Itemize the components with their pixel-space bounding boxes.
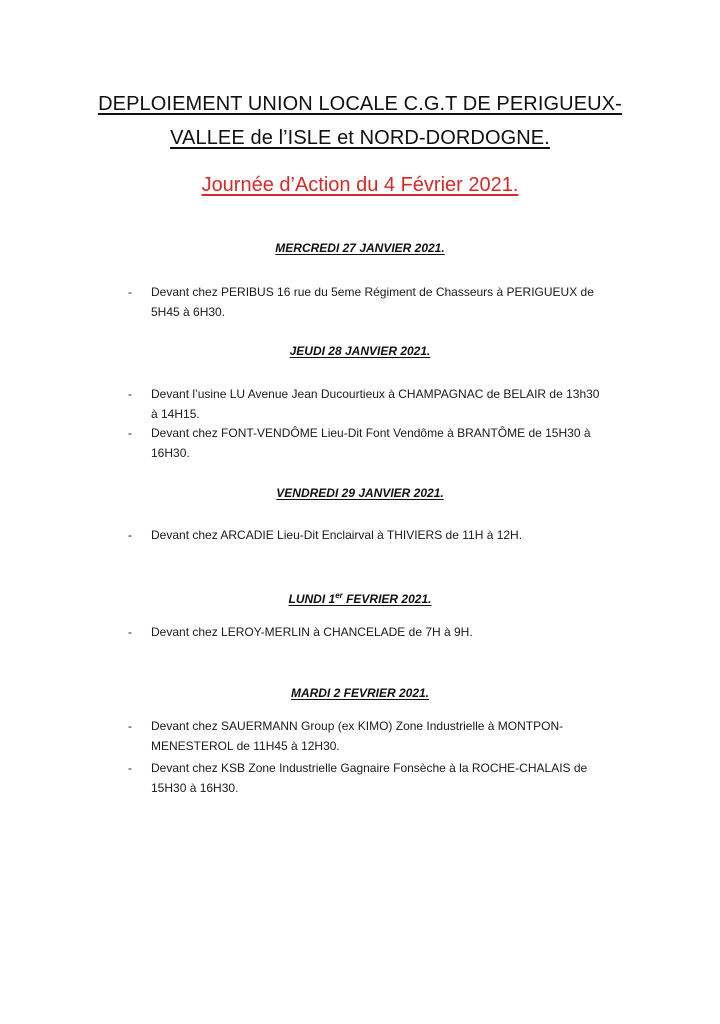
ordinal-superscript: er	[335, 591, 343, 600]
bullet-dash: -	[128, 625, 132, 639]
item-line: Devant l’usine LU Avenue Jean Ducourtieux à CHAMPAGNAC de BELAIR de 13h30	[151, 387, 600, 401]
day-heading-lundi: LUNDI 1er FEVRIER 2021.	[288, 591, 432, 606]
item-line: MENESTEROL de 11H45 à 12H30.	[151, 739, 340, 753]
item-line: Devant chez SAUERMANN Group (ex KIMO) Zone Industrielle à MONTPON-	[151, 719, 564, 733]
item-line: 5H45 à 6H30.	[151, 305, 226, 319]
day-heading-jeudi: JEUDI 28 JANVIER 2021.	[289, 344, 431, 358]
item-line: Devant chez PERIBUS 16 rue du 5eme Régiment de Chasseurs à PERIGUEUX de	[151, 285, 594, 299]
bullet-dash: -	[128, 426, 132, 440]
document-title-line-2: VALLEE de l’ISLE et NORD-DORDOGNE.	[170, 127, 550, 149]
day-heading-mercredi: MERCREDI 27 JANVIER 2021.	[275, 241, 445, 255]
document-subtitle: Journée d’Action du 4 Février 2021.	[201, 174, 519, 196]
bullet-dash: -	[128, 285, 132, 299]
bullet-dash: -	[128, 528, 132, 542]
item-line: Devant chez KSB Zone Industrielle Gagnaire Fonsèche à la ROCHE-CHALAIS de	[151, 761, 588, 775]
day-heading-vendredi: VENDREDI 29 JANVIER 2021.	[276, 486, 444, 500]
document-title-line-1: DEPLOIEMENT UNION LOCALE C.G.T DE PERIGUEUX-	[98, 93, 622, 115]
item-line: Devant chez LEROY-MERLIN à CHANCELADE de 7H à 9H.	[151, 625, 473, 639]
day-heading-mardi: MARDI 2 FEVRIER 2021.	[290, 686, 430, 700]
item-line: Devant chez ARCADIE Lieu-Dit Enclairval à THIVIERS de 11H à 12H.	[151, 528, 523, 542]
bullet-dash: -	[128, 387, 132, 401]
item-line: à 14H15.	[151, 407, 200, 421]
item-line: Devant chez FONT-VENDÔME Lieu-Dit Font Vendôme à BRANTÔME de 15H30 à	[151, 426, 591, 440]
bullet-dash: -	[128, 719, 132, 733]
item-line: 16H30.	[151, 446, 190, 460]
item-line: 15H30 à 16H30.	[151, 781, 239, 795]
bullet-dash: -	[128, 761, 132, 775]
